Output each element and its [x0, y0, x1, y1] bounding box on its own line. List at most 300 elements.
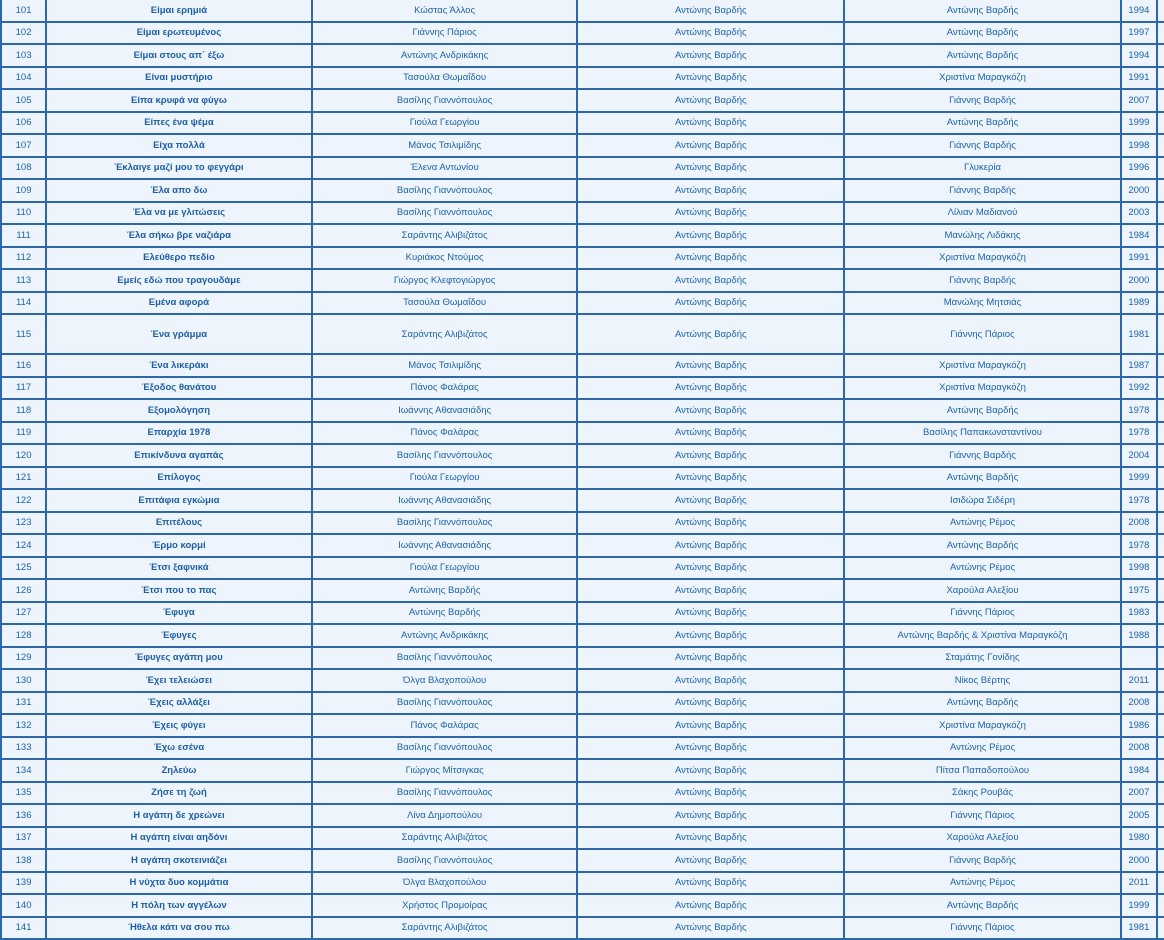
year-cell: 1988 — [1122, 625, 1156, 646]
table-row — [2, 918, 1164, 939]
singer-cell: Αντώνης Βαρδής — [845, 895, 1120, 916]
composer-cell: Αντώνης Βαρδής — [578, 805, 843, 826]
song-number-cell: 130 — [2, 670, 45, 691]
lyricist-cell: Βασίλης Γιαννόπουλος — [313, 203, 577, 224]
song-number-cell: 139 — [2, 873, 45, 894]
lyricist-cell: Σαράντης Αλιβιζάτος — [313, 315, 577, 353]
lyricist-cell: Αντώνης Βαρδής — [313, 580, 577, 601]
table-row — [2, 805, 1164, 826]
composer-cell: Αντώνης Βαρδής — [578, 625, 843, 646]
table-row — [2, 423, 1164, 444]
song-title-cell: Ελεύθερο πεδίο — [47, 248, 311, 269]
song-number-cell: 133 — [2, 738, 45, 759]
lyricist-cell: Σαράντης Αλιβιζάτος — [313, 918, 577, 939]
song-number-cell: 140 — [2, 895, 45, 916]
edge-cell — [1158, 873, 1164, 894]
edge-cell — [1158, 225, 1164, 246]
composer-cell: Αντώνης Βαρδής — [578, 45, 843, 66]
song-number-cell: 135 — [2, 783, 45, 804]
composer-cell: Αντώνης Βαρδής — [578, 445, 843, 466]
year-cell: 1980 — [1122, 828, 1156, 849]
year-cell: 2007 — [1122, 783, 1156, 804]
year-cell: 1978 — [1122, 400, 1156, 421]
singer-cell: Αντώνης Βαρδής — [845, 400, 1120, 421]
year-cell: 2003 — [1122, 203, 1156, 224]
song-title-cell: Η πόλη των αγγέλων — [47, 895, 311, 916]
singer-cell: Βασίλης Παπακωνσταντίνου — [845, 423, 1120, 444]
year-cell: 1986 — [1122, 715, 1156, 736]
singer-cell: Γιάννης Βαρδής — [845, 90, 1120, 111]
table-row — [2, 468, 1164, 489]
lyricist-cell: Αντώνης Ανδρικάκης — [313, 625, 577, 646]
edge-cell — [1158, 445, 1164, 466]
table-row — [2, 400, 1164, 421]
composer-cell: Αντώνης Βαρδής — [578, 603, 843, 624]
edge-cell — [1158, 203, 1164, 224]
edge-cell — [1158, 670, 1164, 691]
table-row — [2, 135, 1164, 156]
song-title-cell: Έχεις φύγει — [47, 715, 311, 736]
lyricist-cell: Γιώργος Κλεφτογιώργος — [313, 270, 577, 291]
table-row — [2, 558, 1164, 579]
composer-cell: Αντώνης Βαρδής — [578, 293, 843, 314]
song-title-cell: Επαρχία 1978 — [47, 423, 311, 444]
edge-cell — [1158, 715, 1164, 736]
composer-cell: Αντώνης Βαρδής — [578, 715, 843, 736]
lyricist-cell: Γιώργος Μίτσιγκας — [313, 760, 577, 781]
lyricist-cell: Βασίλης Γιαννόπουλος — [313, 648, 577, 669]
singer-cell: Χριστίνα Μαραγκόζη — [845, 355, 1120, 376]
song-number-cell: 124 — [2, 535, 45, 556]
lyricist-cell: Γιάννης Πάριος — [313, 23, 577, 44]
composer-cell: Αντώνης Βαρδής — [578, 918, 843, 939]
song-number-cell: 104 — [2, 68, 45, 89]
edge-cell — [1158, 580, 1164, 601]
table-row — [2, 850, 1164, 871]
lyricist-cell: Τασούλα Θωμαΐδου — [313, 293, 577, 314]
year-cell: 2008 — [1122, 513, 1156, 534]
singer-cell: Πίτσα Παπαδοπούλου — [845, 760, 1120, 781]
table-row — [2, 68, 1164, 89]
table-row — [2, 378, 1164, 399]
year-cell: 1981 — [1122, 918, 1156, 939]
year-cell: 2011 — [1122, 670, 1156, 691]
singer-cell: Γιάννης Βαρδής — [845, 135, 1120, 156]
singer-cell: Γιάννης Πάριος — [845, 805, 1120, 826]
year-cell: 2008 — [1122, 738, 1156, 759]
year-cell: 2000 — [1122, 180, 1156, 201]
singer-cell: Γιάννης Πάριος — [845, 603, 1120, 624]
song-number-cell: 126 — [2, 580, 45, 601]
song-title-cell: Η αγάπη είναι αηδόνι — [47, 828, 311, 849]
lyricist-cell: Όλγα Βλαχοπούλου — [313, 670, 577, 691]
composer-cell: Αντώνης Βαρδής — [578, 315, 843, 353]
table-row — [2, 0, 1164, 21]
table-row — [2, 625, 1164, 646]
edge-cell — [1158, 158, 1164, 179]
edge-cell — [1158, 603, 1164, 624]
lyricist-cell: Βασίλης Γιαννόπουλος — [313, 850, 577, 871]
song-number-cell: 117 — [2, 378, 45, 399]
edge-cell — [1158, 113, 1164, 134]
year-cell: 1998 — [1122, 135, 1156, 156]
edge-cell — [1158, 783, 1164, 804]
song-number-cell: 115 — [2, 315, 45, 353]
song-title-cell: Επιτάφια εγκώμια — [47, 490, 311, 511]
lyricist-cell: Όλγα Βλαχοπούλου — [313, 873, 577, 894]
song-title-cell: Είναι μυστήριο — [47, 68, 311, 89]
composer-cell: Αντώνης Βαρδής — [578, 90, 843, 111]
edge-cell — [1158, 23, 1164, 44]
table-row — [2, 293, 1164, 314]
song-title-cell: Έτσι που το πας — [47, 580, 311, 601]
singer-cell: Αντώνης Ρέμος — [845, 873, 1120, 894]
composer-cell: Αντώνης Βαρδής — [578, 828, 843, 849]
lyricist-cell: Πάνος Φαλάρας — [313, 378, 577, 399]
composer-cell: Αντώνης Βαρδής — [578, 23, 843, 44]
song-number-cell: 113 — [2, 270, 45, 291]
singer-cell: Χαρούλα Αλεξίου — [845, 828, 1120, 849]
lyricist-cell: Κυριάκος Ντούμος — [313, 248, 577, 269]
year-cell: 1996 — [1122, 158, 1156, 179]
song-title-cell: Επίλογος — [47, 468, 311, 489]
song-title-cell: Είπες ένα ψέμα — [47, 113, 311, 134]
singer-cell: Γιάννης Βαρδής — [845, 445, 1120, 466]
table-row — [2, 158, 1164, 179]
lyricist-cell: Κώστας Άλλος — [313, 0, 577, 21]
year-cell — [1122, 648, 1156, 669]
singer-cell: Αντώνης Βαρδής — [845, 23, 1120, 44]
edge-cell — [1158, 558, 1164, 579]
singer-cell: Αντώνης Βαρδής & Χριστίνα Μαραγκόζη — [845, 625, 1120, 646]
edge-cell — [1158, 423, 1164, 444]
song-number-cell: 123 — [2, 513, 45, 534]
song-number-cell: 114 — [2, 293, 45, 314]
song-number-cell: 137 — [2, 828, 45, 849]
song-title-cell: Είχα πολλά — [47, 135, 311, 156]
singer-cell: Γιάννης Πάριος — [845, 918, 1120, 939]
singer-cell: Γιάννης Βαρδής — [845, 850, 1120, 871]
edge-cell — [1158, 315, 1164, 353]
lyricist-cell: Βασίλης Γιαννόπουλος — [313, 738, 577, 759]
edge-cell — [1158, 490, 1164, 511]
singer-cell: Νίκος Βέρτης — [845, 670, 1120, 691]
song-title-cell: Ένα γράμμα — [47, 315, 311, 353]
lyricist-cell: Γιούλα Γεωργίου — [313, 113, 577, 134]
year-cell: 1994 — [1122, 45, 1156, 66]
edge-cell — [1158, 760, 1164, 781]
table-row — [2, 760, 1164, 781]
edge-cell — [1158, 378, 1164, 399]
lyricist-cell: Σαράντης Αλιβιζάτος — [313, 225, 577, 246]
year-cell: 1981 — [1122, 315, 1156, 353]
lyricist-cell: Ιωάννης Αθανασιάδης — [313, 400, 577, 421]
lyricist-cell: Βασίλης Γιαννόπουλος — [313, 445, 577, 466]
composer-cell: Αντώνης Βαρδής — [578, 670, 843, 691]
edge-cell — [1158, 625, 1164, 646]
table-row — [2, 513, 1164, 534]
year-cell: 1998 — [1122, 558, 1156, 579]
year-cell: 1992 — [1122, 378, 1156, 399]
year-cell: 1999 — [1122, 895, 1156, 916]
year-cell: 1999 — [1122, 113, 1156, 134]
song-title-cell: Η αγάπη σκοτεινιάζει — [47, 850, 311, 871]
table-row — [2, 693, 1164, 714]
song-number-cell: 141 — [2, 918, 45, 939]
song-number-cell: 131 — [2, 693, 45, 714]
table-row — [2, 648, 1164, 669]
singer-cell: Σάκης Ρουβάς — [845, 783, 1120, 804]
song-number-cell: 129 — [2, 648, 45, 669]
table-row — [2, 828, 1164, 849]
lyricist-cell: Μάνος Τσιλιμίδης — [313, 135, 577, 156]
song-number-cell: 106 — [2, 113, 45, 134]
singer-cell: Χριστίνα Μαραγκόζη — [845, 248, 1120, 269]
composer-cell: Αντώνης Βαρδής — [578, 378, 843, 399]
table-row — [2, 873, 1164, 894]
singer-cell: Αντώνης Ρέμος — [845, 558, 1120, 579]
edge-cell — [1158, 68, 1164, 89]
edge-cell — [1158, 180, 1164, 201]
singer-cell: Χριστίνα Μαραγκόζη — [845, 378, 1120, 399]
singer-cell: Γιάννης Πάριος — [845, 315, 1120, 353]
singer-cell: Ισιδώρα Σιδέρη — [845, 490, 1120, 511]
table-row — [2, 90, 1164, 111]
table-row — [2, 715, 1164, 736]
lyricist-cell: Βασίλης Γιαννόπουλος — [313, 783, 577, 804]
singer-cell: Αντώνης Ρέμος — [845, 738, 1120, 759]
composer-cell: Αντώνης Βαρδής — [578, 270, 843, 291]
year-cell: 2007 — [1122, 90, 1156, 111]
song-number-cell: 118 — [2, 400, 45, 421]
composer-cell: Αντώνης Βαρδής — [578, 400, 843, 421]
song-title-cell: Έφυγες — [47, 625, 311, 646]
table-row — [2, 270, 1164, 291]
singer-cell: Λίλιαν Μαδιανού — [845, 203, 1120, 224]
composer-cell: Αντώνης Βαρδής — [578, 68, 843, 89]
lyricist-cell: Γιούλα Γεωργίου — [313, 558, 577, 579]
lyricist-cell: Έλενα Αντωνίου — [313, 158, 577, 179]
composer-cell: Αντώνης Βαρδής — [578, 580, 843, 601]
year-cell: 1978 — [1122, 423, 1156, 444]
lyricist-cell: Τασούλα Θωμαΐδου — [313, 68, 577, 89]
edge-cell — [1158, 828, 1164, 849]
edge-cell — [1158, 805, 1164, 826]
singer-cell: Σταμάτης Γονίδης — [845, 648, 1120, 669]
song-number-cell: 109 — [2, 180, 45, 201]
lyricist-cell: Ιωάννης Αθανασιάδης — [313, 490, 577, 511]
lyricist-cell: Χρήστος Προμοίρας — [313, 895, 577, 916]
song-number-cell: 136 — [2, 805, 45, 826]
song-number-cell: 103 — [2, 45, 45, 66]
lyricist-cell: Βασίλης Γιαννόπουλος — [313, 90, 577, 111]
composer-cell: Αντώνης Βαρδής — [578, 850, 843, 871]
song-number-cell: 107 — [2, 135, 45, 156]
lyricist-cell: Βασίλης Γιαννόπουλος — [313, 180, 577, 201]
composer-cell: Αντώνης Βαρδής — [578, 113, 843, 134]
song-title-cell: Εξομολόγηση — [47, 400, 311, 421]
composer-cell: Αντώνης Βαρδής — [578, 423, 843, 444]
composer-cell: Αντώνης Βαρδής — [578, 158, 843, 179]
song-title-cell: Είμαι ερωτευμένος — [47, 23, 311, 44]
edge-cell — [1158, 513, 1164, 534]
song-number-cell: 116 — [2, 355, 45, 376]
edge-cell — [1158, 738, 1164, 759]
lyricist-cell: Πάνος Φαλάρας — [313, 423, 577, 444]
song-title-cell: Ζηλεύω — [47, 760, 311, 781]
table-row — [2, 23, 1164, 44]
table-row — [2, 355, 1164, 376]
song-number-cell: 108 — [2, 158, 45, 179]
edge-cell — [1158, 468, 1164, 489]
composer-cell: Αντώνης Βαρδής — [578, 468, 843, 489]
year-cell: 1975 — [1122, 580, 1156, 601]
lyricist-cell: Πάνος Φαλάρας — [313, 715, 577, 736]
composer-cell: Αντώνης Βαρδής — [578, 873, 843, 894]
table-row — [2, 225, 1164, 246]
song-number-cell: 128 — [2, 625, 45, 646]
composer-cell: Αντώνης Βαρδής — [578, 0, 843, 21]
table-row — [2, 670, 1164, 691]
song-title-cell: Έτσι ξαφνικά — [47, 558, 311, 579]
edge-cell — [1158, 0, 1164, 21]
year-cell: 1991 — [1122, 248, 1156, 269]
song-number-cell: 102 — [2, 23, 45, 44]
song-number-cell: 132 — [2, 715, 45, 736]
singer-cell: Αντώνης Βαρδής — [845, 468, 1120, 489]
edge-cell — [1158, 90, 1164, 111]
lyricist-cell: Λίνα Δημοπούλου — [313, 805, 577, 826]
song-title-cell: Η νύχτα δυο κομμάτια — [47, 873, 311, 894]
singer-cell: Μανώλης Λιδάκης — [845, 225, 1120, 246]
song-title-cell: Εμείς εδώ που τραγουδάμε — [47, 270, 311, 291]
song-title-cell: Έρμο κορμί — [47, 535, 311, 556]
composer-cell: Αντώνης Βαρδής — [578, 513, 843, 534]
song-title-cell: Έχεις αλλάξει — [47, 693, 311, 714]
singer-cell: Μανώλης Μητσιάς — [845, 293, 1120, 314]
song-title-cell: Εμένα αφορά — [47, 293, 311, 314]
edge-cell — [1158, 293, 1164, 314]
table-row — [2, 580, 1164, 601]
table-row — [2, 248, 1164, 269]
song-number-cell: 111 — [2, 225, 45, 246]
table-row — [2, 490, 1164, 511]
song-number-cell: 119 — [2, 423, 45, 444]
edge-cell — [1158, 355, 1164, 376]
lyricist-cell: Ιωάννης Αθανασιάδης — [313, 535, 577, 556]
year-cell: 1978 — [1122, 490, 1156, 511]
table-row — [2, 180, 1164, 201]
song-title-cell: Είπα κρυφά να φύγω — [47, 90, 311, 111]
song-title-cell: Έχει τελειώσει — [47, 670, 311, 691]
table-row — [2, 203, 1164, 224]
song-title-cell: Έχω εσένα — [47, 738, 311, 759]
edge-cell — [1158, 648, 1164, 669]
year-cell: 2004 — [1122, 445, 1156, 466]
singer-cell: Χριστίνα Μαραγκόζη — [845, 715, 1120, 736]
singer-cell: Αντώνης Βαρδής — [845, 45, 1120, 66]
songs-table-body — [2, 0, 1164, 938]
table-row — [2, 535, 1164, 556]
table-row — [2, 895, 1164, 916]
lyricist-cell: Βασίλης Γιαννόπουλος — [313, 693, 577, 714]
song-title-cell: Έλα απο δω — [47, 180, 311, 201]
composer-cell: Αντώνης Βαρδής — [578, 225, 843, 246]
singer-cell: Γιάννης Βαρδής — [845, 270, 1120, 291]
song-title-cell: Έλα να με γλιτώσεις — [47, 203, 311, 224]
song-title-cell: Έξοδος θανάτου — [47, 378, 311, 399]
composer-cell: Αντώνης Βαρδής — [578, 135, 843, 156]
song-number-cell: 125 — [2, 558, 45, 579]
year-cell: 2000 — [1122, 270, 1156, 291]
song-title-cell: Είμαι στους απ΄ έξω — [47, 45, 311, 66]
table-row — [2, 783, 1164, 804]
singer-cell: Αντώνης Βαρδής — [845, 113, 1120, 134]
song-number-cell: 134 — [2, 760, 45, 781]
composer-cell: Αντώνης Βαρδής — [578, 535, 843, 556]
composer-cell: Αντώνης Βαρδής — [578, 693, 843, 714]
lyricist-cell: Σαράντης Αλιβιζάτος — [313, 828, 577, 849]
year-cell: 1991 — [1122, 68, 1156, 89]
lyricist-cell: Βασίλης Γιαννόπουλος — [313, 513, 577, 534]
lyricist-cell: Γιούλα Γεωργίου — [313, 468, 577, 489]
song-title-cell: Ήθελα κάτι να σου πω — [47, 918, 311, 939]
year-cell: 1987 — [1122, 355, 1156, 376]
song-title-cell: Ένα λικεράκι — [47, 355, 311, 376]
year-cell: 2005 — [1122, 805, 1156, 826]
singer-cell: Γιάννης Βαρδής — [845, 180, 1120, 201]
edge-cell — [1158, 135, 1164, 156]
song-title-cell: Έφυγα — [47, 603, 311, 624]
lyricist-cell: Αντώνης Βαρδής — [313, 603, 577, 624]
song-title-cell: Η αγάπη δε χρεώνει — [47, 805, 311, 826]
year-cell: 1999 — [1122, 468, 1156, 489]
song-title-cell: Ζήσε τη ζωή — [47, 783, 311, 804]
year-cell: 1983 — [1122, 603, 1156, 624]
singer-cell: Χαρούλα Αλεξίου — [845, 580, 1120, 601]
song-title-cell: Έκλαιγε μαζί μου το φεγγάρι — [47, 158, 311, 179]
table-row — [2, 315, 1164, 353]
year-cell: 1997 — [1122, 23, 1156, 44]
edge-cell — [1158, 895, 1164, 916]
lyricist-cell: Μάνος Τσιλιμίδης — [313, 355, 577, 376]
year-cell: 2011 — [1122, 873, 1156, 894]
song-title-cell: Επικίνδυνα αγαπάς — [47, 445, 311, 466]
song-title-cell: Έλα σήκω βρε ναζιάρα — [47, 225, 311, 246]
year-cell: 1984 — [1122, 225, 1156, 246]
edge-cell — [1158, 535, 1164, 556]
edge-cell — [1158, 400, 1164, 421]
year-cell: 2000 — [1122, 850, 1156, 871]
edge-cell — [1158, 850, 1164, 871]
composer-cell: Αντώνης Βαρδής — [578, 760, 843, 781]
song-title-cell: Είμαι ερημιά — [47, 0, 311, 21]
edge-cell — [1158, 693, 1164, 714]
edge-cell — [1158, 45, 1164, 66]
composer-cell: Αντώνης Βαρδής — [578, 248, 843, 269]
composer-cell: Αντώνης Βαρδής — [578, 355, 843, 376]
singer-cell: Αντώνης Βαρδής — [845, 0, 1120, 21]
song-title-cell: Επιτέλους — [47, 513, 311, 534]
composer-cell: Αντώνης Βαρδής — [578, 558, 843, 579]
song-title-cell: Έφυγες αγάπη μου — [47, 648, 311, 669]
singer-cell: Αντώνης Βαρδής — [845, 693, 1120, 714]
composer-cell: Αντώνης Βαρδής — [578, 648, 843, 669]
song-number-cell: 110 — [2, 203, 45, 224]
song-number-cell: 101 — [2, 0, 45, 21]
composer-cell: Αντώνης Βαρδής — [578, 738, 843, 759]
song-number-cell: 112 — [2, 248, 45, 269]
